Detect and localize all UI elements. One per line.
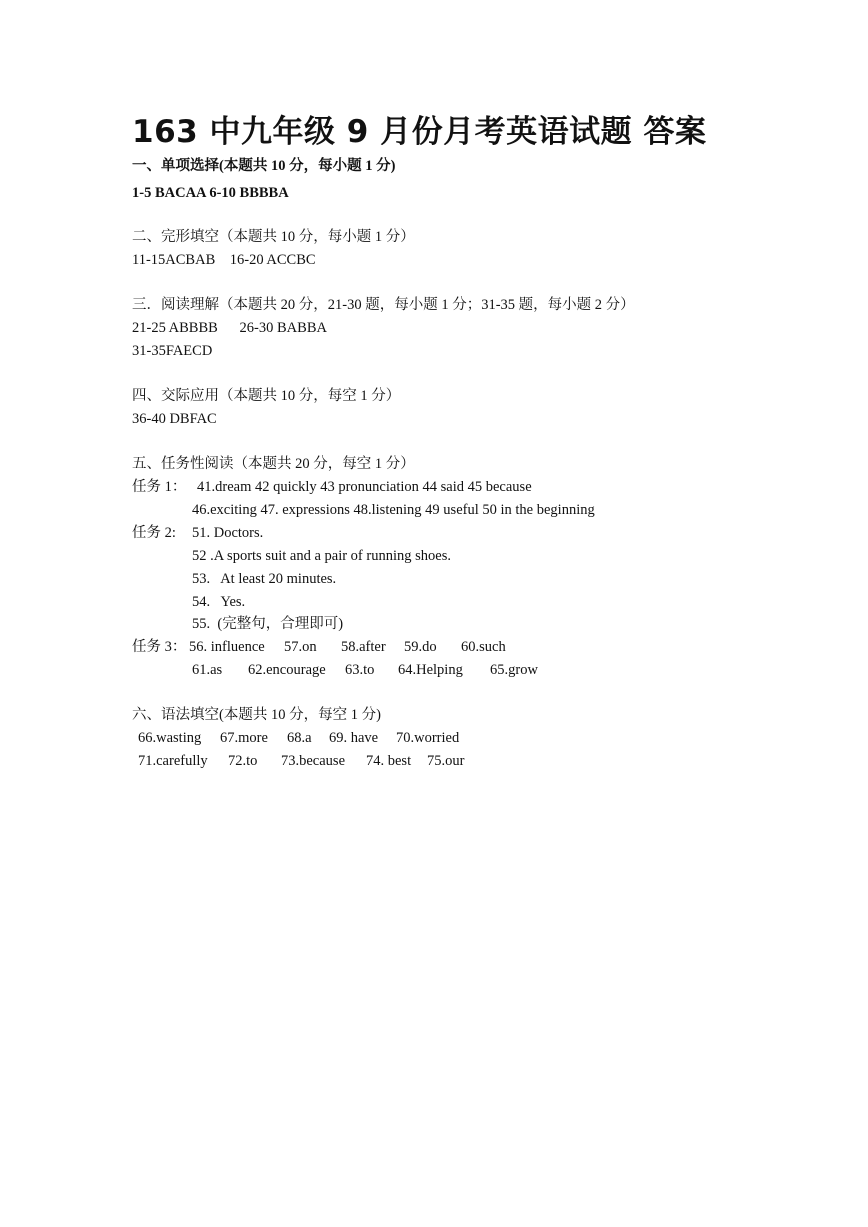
grammar-answer: 73.because [281,753,346,769]
section-4-answers: 36-40 DBFAC [132,411,217,427]
page-title: 163 中九年级 9 月份月考英语试题 答案 [132,114,707,150]
section-4-heading: 四、交际应用（本题共 10 分，每空 1 分） [132,388,401,404]
section-1-heading: 一、单项选择(本题共 10 分，每小题 1 分) [132,158,396,174]
grammar-answer: 68.a [287,730,312,746]
task-1-line-2: 46.exciting 47. expressions 48.listening 49 useful 50 in the beginning [192,502,595,518]
task-2-item: 51. Doctors. [192,525,264,541]
grammar-answer: 67.more [220,730,268,746]
task-3-answer: 58.after [341,639,386,655]
task-3-answer: 61.as [192,662,223,678]
task-2-item: 52 .A sports suit and a pair of running shoes. [192,548,451,564]
task-3-row-1 [0,638,868,656]
task-3-row-2 [0,661,868,679]
section-6-heading: 六、语法填空(本题共 10 分，每空 1 分) [132,707,381,723]
task-3-answer: 65.grow [490,662,538,678]
task-2-item: 53. At least 20 minutes. [192,571,337,587]
task-3-label: 任务 3： [132,639,187,655]
section-6-row-1 [0,729,868,747]
task-3-answer: 57.on [284,639,317,655]
section-3-answers-b: 31-35FAECD [132,343,213,359]
task-3-answer: 60.such [461,639,506,655]
task-3-answer: 59.do [404,639,437,655]
grammar-answer: 71.carefully [138,753,208,769]
section-1-answers: 1-5 BACAA 6-10 BBBBA [132,185,289,201]
section-2-heading: 二、完形填空（本题共 10 分，每小题 1 分） [132,229,415,245]
section-2-answers: 11-15ACBAB 16-20 ACCBC [132,252,316,268]
task-1-line-1: 41.dream 42 quickly 43 pronunciation 44 said 45 because [197,479,532,495]
grammar-answer: 72.to [228,753,258,769]
grammar-answer: 69. have [329,730,379,746]
section-5-heading: 五、任务性阅读（本题共 20 分，每空 1 分） [132,456,415,472]
task-1-label: 任务 1： [132,479,187,495]
grammar-answer: 66.wasting [138,730,202,746]
section-3-answers-a: 21-25 ABBBB 26-30 BABBA [132,320,327,336]
task-3-answer: 63.to [345,662,375,678]
task-2-label: 任务 2: [132,525,176,541]
task-2-item: 54. Yes. [192,594,246,610]
task-2-item: 55. (完整句，合理即可) [192,616,344,632]
task-3-answer: 62.encourage [248,662,326,678]
section-3-heading: 三．阅读理解（本题共 20 分，21-30 题，每小题 1 分；31-35 题，每小题 2 分） [132,297,635,313]
task-3-answer: 56. influence [189,639,265,655]
task-3-answer: 64.Helping [398,662,463,678]
section-6-row-2 [0,752,868,770]
grammar-answer: 70.worried [396,730,460,746]
grammar-answer: 75.our [427,753,465,769]
grammar-answer: 74. best [366,753,412,769]
